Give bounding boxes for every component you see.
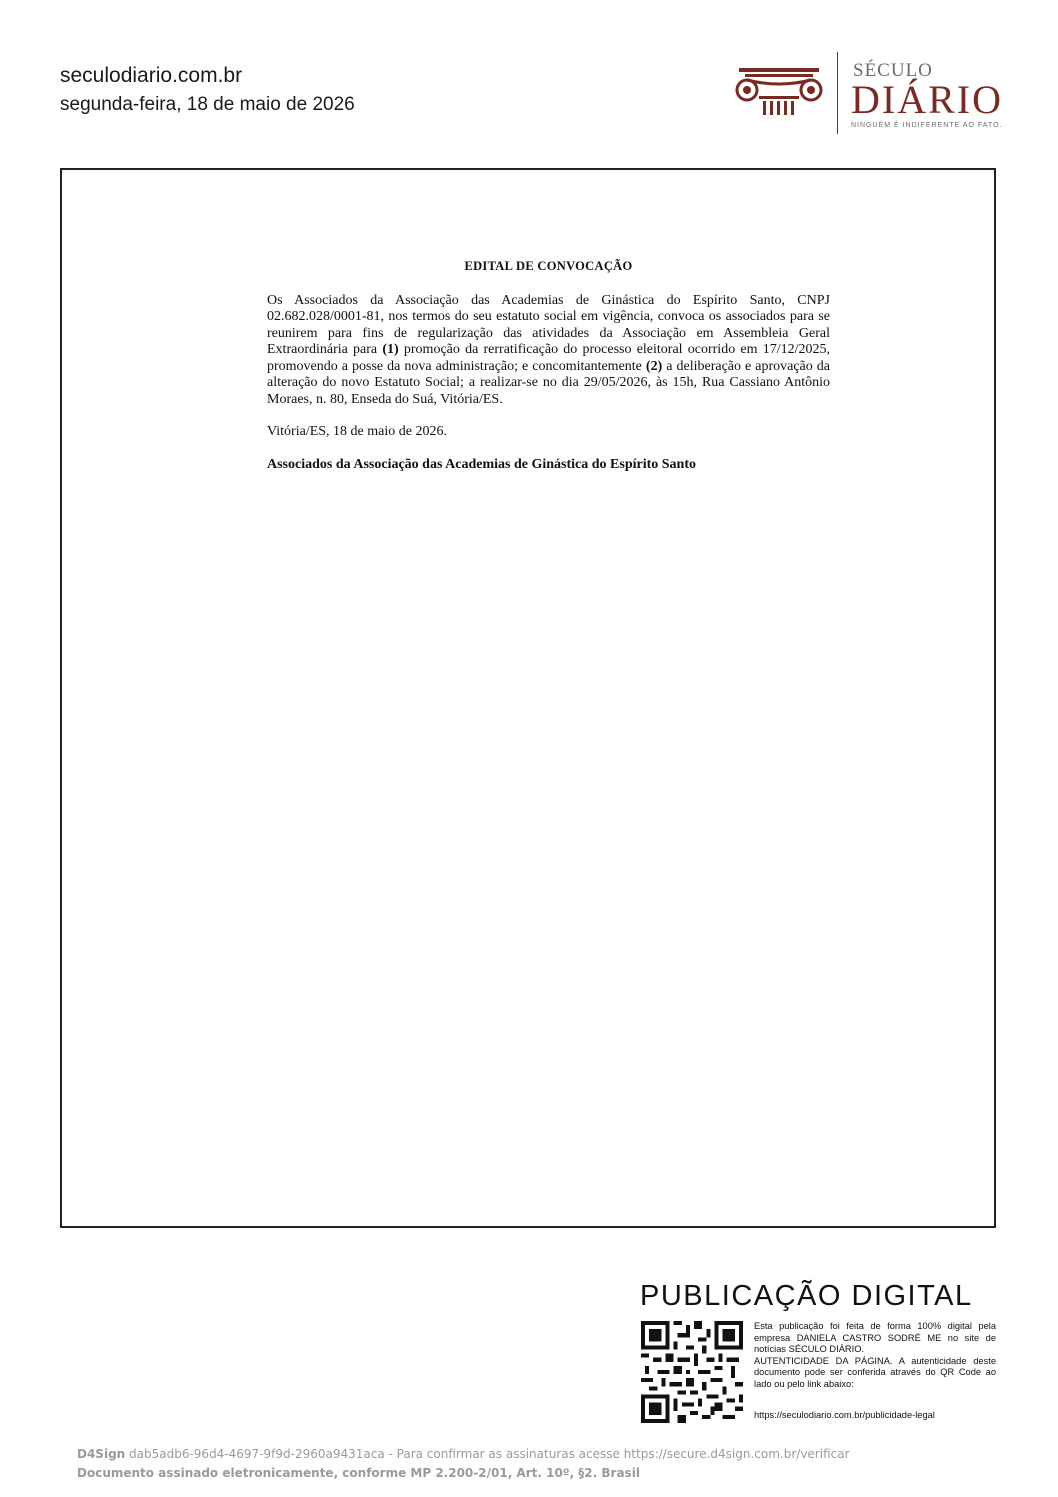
publication-link[interactable]: https://seculodiario.com.br/publicidade-legal <box>754 1410 935 1420</box>
place-date: Vitória/ES, 18 de maio de 2026. <box>267 424 447 439</box>
body-part-2: promoção da rerratificação do processo eleitoral ocorrido em 17/12/2025, promovendo a posse da nova administração; e concomitantemente <box>267 342 830 374</box>
d4sign-line <box>77 1447 850 1461</box>
publication-notice-1: Esta publicação foi feita de forma 100% digital pela empresa DANIELA CASTRO SODRÉ ME no site de notícias SÉCULO DIÁRIO. <box>754 1321 996 1355</box>
d4sign-text: dab5adb6-96d4-4697-9f9d-2960a9431aca - Para confirmar as assinaturas acesse https://secure.d4sign.com.br/verificar <box>125 1447 850 1461</box>
item-marker-2: (2) <box>645 358 663 374</box>
document-title: EDITAL DE CONVOCAÇÃO <box>464 259 633 273</box>
item-marker-1: (1) <box>382 342 399 357</box>
qr-code-icon[interactable] <box>641 1321 743 1423</box>
publication-notice <box>754 1321 996 1391</box>
signature: Associados da Associação das Academias de Ginástica do Espírito Santo <box>267 456 696 472</box>
body-part-3: a deliberação e aprovação da alteração do novo Estatuto Social; a realizar-se no dia 29/05/2026, às 15h, Rua Cassiano Antônio Moraes, n. 80, Enseda do Suá, Vitória/ES. <box>267 358 830 407</box>
logo-tagline: NINGUÉM É INDIFERENTE AO FATO. <box>851 122 1003 129</box>
column-capital-icon <box>733 68 825 118</box>
logo-divider <box>837 52 838 134</box>
site-url: seculodiario.com.br <box>60 64 243 87</box>
publication-notice-2: AUTENTICIDADE DA PÁGINA. A autenticidade deste documento pode ser conferida através do QR Code ao lado ou pelo link abaixo: <box>754 1355 996 1389</box>
seculo-diario-logo <box>733 50 1003 140</box>
body-part-1: Os Associados da Associação das Academias de Ginástica do Espírito Santo, CNPJ 02.682.028/0001-81, nos termos do seu estatuto social em vigência, convoca os associados para se reunirem para fins de regularização das atividades da Associação em Assembleia Geral Extraordinária para <box>267 292 830 357</box>
document-body <box>267 293 830 409</box>
legal-notice: Documento assinado eletronicamente, conforme MP 2.200-2/01, Art. 10º, §2. Brasil <box>77 1466 640 1480</box>
edital-document <box>267 258 830 473</box>
d4sign-label: D4Sign <box>77 1447 126 1461</box>
logo-line-2: DIÁRIO <box>851 77 1003 122</box>
publication-title: PUBLICAÇÃO DIGITAL <box>640 1280 973 1312</box>
logo-line-1: SÉCULO <box>853 60 933 81</box>
publication-date: segunda-feira, 18 de maio de 2026 <box>60 94 355 115</box>
